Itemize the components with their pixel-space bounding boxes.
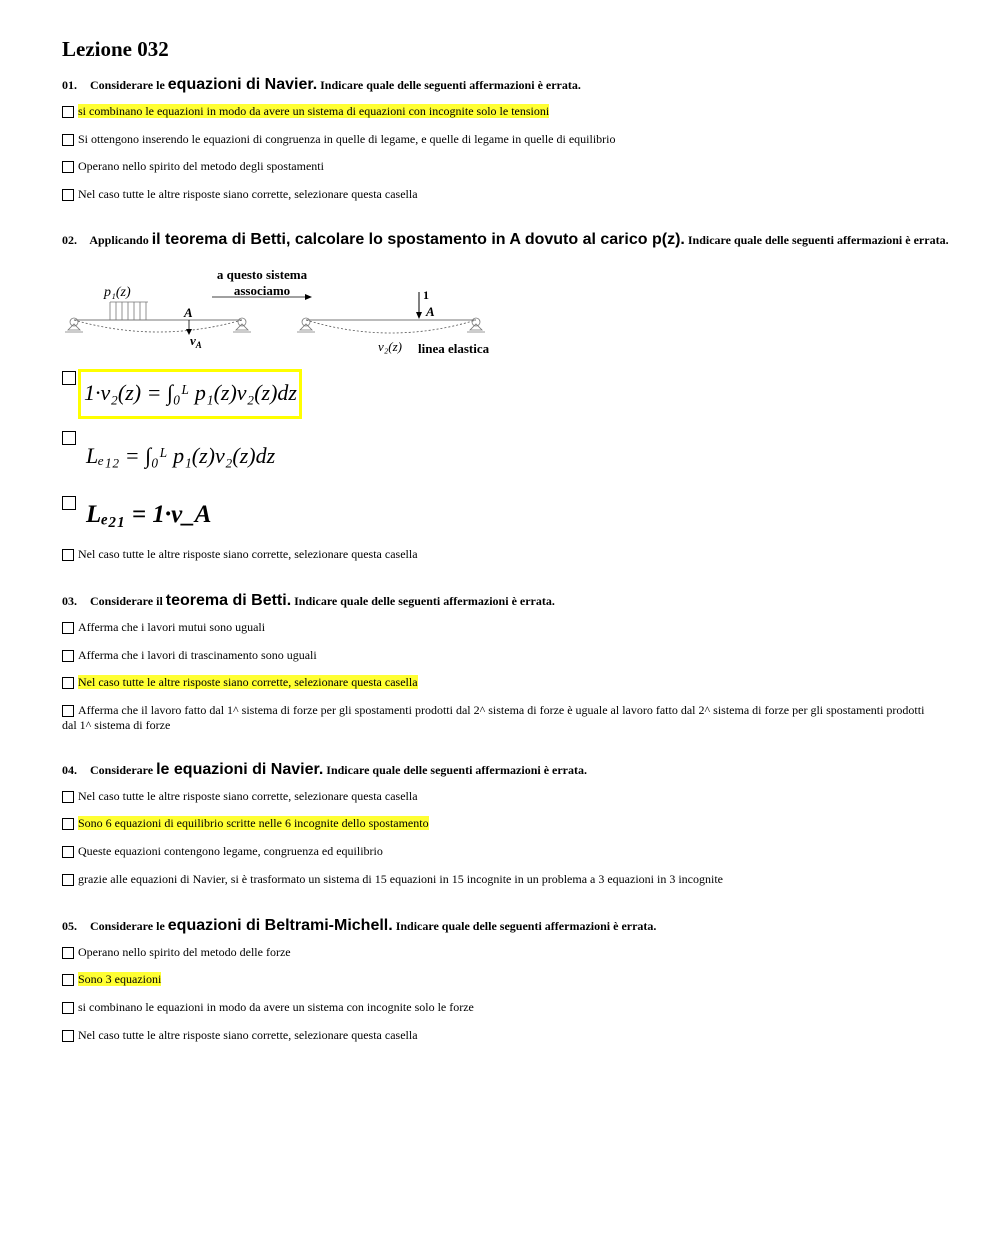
answer-text: Operano nello spirito del metodo degli spostamenti (78, 159, 324, 173)
curve-label: v₂(z) (378, 339, 403, 354)
answer-option[interactable] (62, 187, 932, 202)
answer-checkbox[interactable] (62, 874, 74, 886)
answer-text: Nel caso tutte le altre risposte siano corrette, selezionare questa casella (78, 1028, 418, 1042)
answer-option[interactable] (62, 872, 932, 887)
arrow-label-1: a questo sistema (216, 267, 308, 282)
answer-checkbox[interactable] (62, 705, 74, 717)
answer-checkbox[interactable] (62, 974, 74, 986)
answer-checkbox[interactable] (62, 791, 74, 803)
answer-option[interactable] (62, 1000, 932, 1015)
association-arrowhead (305, 294, 312, 300)
answer-option[interactable] (62, 547, 932, 562)
question-prefix: Considerare le (90, 919, 165, 933)
answer-text: Afferma che il lavoro fatto dal 1^ sistema di forze per gli spostamenti prodotti dal 2^ sistema di forze è uguale al lavoro fatto dal 2^ sistema di forze per gli spostamenti prodotti dal 1^ sistema di forze (62, 703, 925, 732)
answer-checkbox[interactable] (62, 818, 74, 830)
answer-text: grazie alle equazioni di Navier, si è trasformato un sistema di 15 equazioni in 15 incognite in un problema a 3 equazioni in 3 incognite (78, 872, 723, 886)
unit-load-label: 1 (423, 288, 429, 302)
question-prefix: Considerare (90, 763, 154, 777)
question-instruction: Indicare quale delle seguenti affermazioni è errata. (326, 763, 588, 777)
question-4-heading (62, 761, 587, 779)
answer-option[interactable] (62, 703, 932, 733)
answer-text: Si ottengono inserendo le equazioni di congruenza in quelle di legame, e quelle di legame in quelle di equilibrio (78, 132, 616, 146)
question-prefix: Considerare il (90, 594, 163, 608)
question-number: 03. (62, 594, 77, 608)
answer-text: Nel caso tutte le altre risposte siano corrette, selezionare questa casella (78, 789, 418, 803)
left-deflected-shape (74, 320, 242, 332)
answer-option[interactable] (62, 159, 932, 174)
question-3-heading (62, 592, 555, 610)
question-instruction: Indicare quale delle seguenti affermazioni è errata. (320, 78, 581, 92)
answer-checkbox[interactable] (62, 371, 76, 385)
question-instruction: Indicare quale delle seguenti affermazioni è errata. (395, 919, 657, 933)
answer-checkbox[interactable] (62, 189, 74, 201)
answer-text: Queste equazioni contengono legame, congruenza ed equilibrio (78, 844, 383, 858)
point-label-a-2: A (426, 304, 435, 319)
answer-checkbox[interactable] (62, 947, 74, 959)
answer-option[interactable] (62, 648, 932, 663)
answer-checkbox[interactable] (62, 622, 74, 634)
answer-text: Operano nello spirito del metodo delle forze (78, 945, 291, 959)
question-number: 02. (62, 233, 77, 247)
answer-checkbox[interactable] (62, 1030, 74, 1042)
point-label-a: A (184, 305, 193, 320)
answer-option[interactable] (62, 1028, 932, 1043)
answer-text: Nel caso tutte le altre risposte siano corrette, selezionare questa casella (78, 547, 418, 561)
answer-text: si combinano le equazioni in modo da avere un sistema di equazioni con incognite solo le tensioni (78, 104, 550, 118)
unit-load-arrowhead (416, 312, 422, 319)
answer-text: Sono 6 equazioni di equilibrio scritte nelle 6 incognite dello spostamento (78, 816, 429, 830)
answer-checkbox[interactable] (62, 431, 76, 445)
answer-text: Nel caso tutte le altre risposte siano corrette, selezionare questa casella (78, 187, 418, 201)
answer-checkbox[interactable] (62, 161, 74, 173)
answer-option[interactable] (62, 104, 932, 119)
question-instruction: Indicare quale delle seguenti affermazioni è errata. (294, 594, 555, 608)
answer-checkbox[interactable] (62, 650, 74, 662)
distributed-load (110, 302, 148, 320)
question-key-phrase: le equazioni di Navier. (156, 761, 324, 778)
answer-text: Afferma che i lavori mutui sono uguali (78, 620, 266, 634)
question-number: 01. (62, 78, 77, 92)
formula-option-1: 1·v₂(z) = ∫₀ᴸ p₁(z)v₂(z)dz (84, 380, 297, 405)
curve-caption: linea elastica (418, 341, 490, 356)
question-5-heading (62, 917, 656, 935)
answer-option[interactable] (62, 844, 932, 859)
answer-checkbox[interactable] (62, 677, 74, 689)
answer-checkbox[interactable] (62, 1002, 74, 1014)
formula-option-2: Lₑ₁₂ = ∫₀ᴸ p₁(z)v₂(z)dz (86, 443, 276, 468)
answer-text: Sono 3 equazioni (78, 972, 162, 986)
answer-option[interactable] (62, 132, 932, 147)
load-label: p₁(z) (104, 285, 131, 300)
answer-option[interactable] (62, 945, 932, 960)
answer-checkbox[interactable] (62, 106, 74, 118)
question-1-heading (62, 76, 581, 94)
right-deflected-shape (306, 320, 476, 333)
question-2-heading (62, 231, 949, 249)
displacement-label: $v_A$ (190, 333, 202, 350)
answer-text: Afferma che i lavori di trascinamento sono uguali (78, 648, 317, 662)
answer-checkbox[interactable] (62, 496, 76, 510)
question-key-phrase: equazioni di Navier. (167, 76, 318, 93)
answer-option[interactable] (62, 675, 932, 690)
question-number: 05. (62, 919, 77, 933)
answer-text: si combinano le equazioni in modo da avere un sistema con incognite solo le forze (78, 1000, 474, 1014)
arrow-label-2: associamo (233, 283, 291, 298)
answer-checkbox[interactable] (62, 134, 74, 146)
answer-checkbox[interactable] (62, 846, 74, 858)
question-prefix: Considerare le (90, 78, 165, 92)
question-number: 04. (62, 763, 77, 777)
question-prefix: Applicando (89, 233, 149, 247)
page-title: Lezione 032 (62, 37, 169, 61)
betti-diagram (62, 262, 502, 358)
answer-option[interactable] (62, 620, 932, 635)
question-key-phrase: teorema di Betti. (165, 592, 292, 609)
answer-option[interactable] (62, 816, 932, 831)
answer-checkbox[interactable] (62, 549, 74, 561)
answer-option[interactable] (62, 789, 932, 804)
question-key-phrase: il teorema di Betti, calcolare lo spostamento in A dovuto al carico p(z). (151, 231, 685, 248)
question-instruction: Indicare quale delle seguenti affermazioni è errata. (687, 233, 949, 247)
formula-option-3: Lₑ₂₁ = 1·v_A (86, 501, 212, 528)
answer-option[interactable] (62, 972, 932, 987)
question-key-phrase: equazioni di Beltrami-Michell. (167, 917, 393, 934)
answer-text: Nel caso tutte le altre risposte siano corrette, selezionare questa casella (78, 675, 418, 689)
